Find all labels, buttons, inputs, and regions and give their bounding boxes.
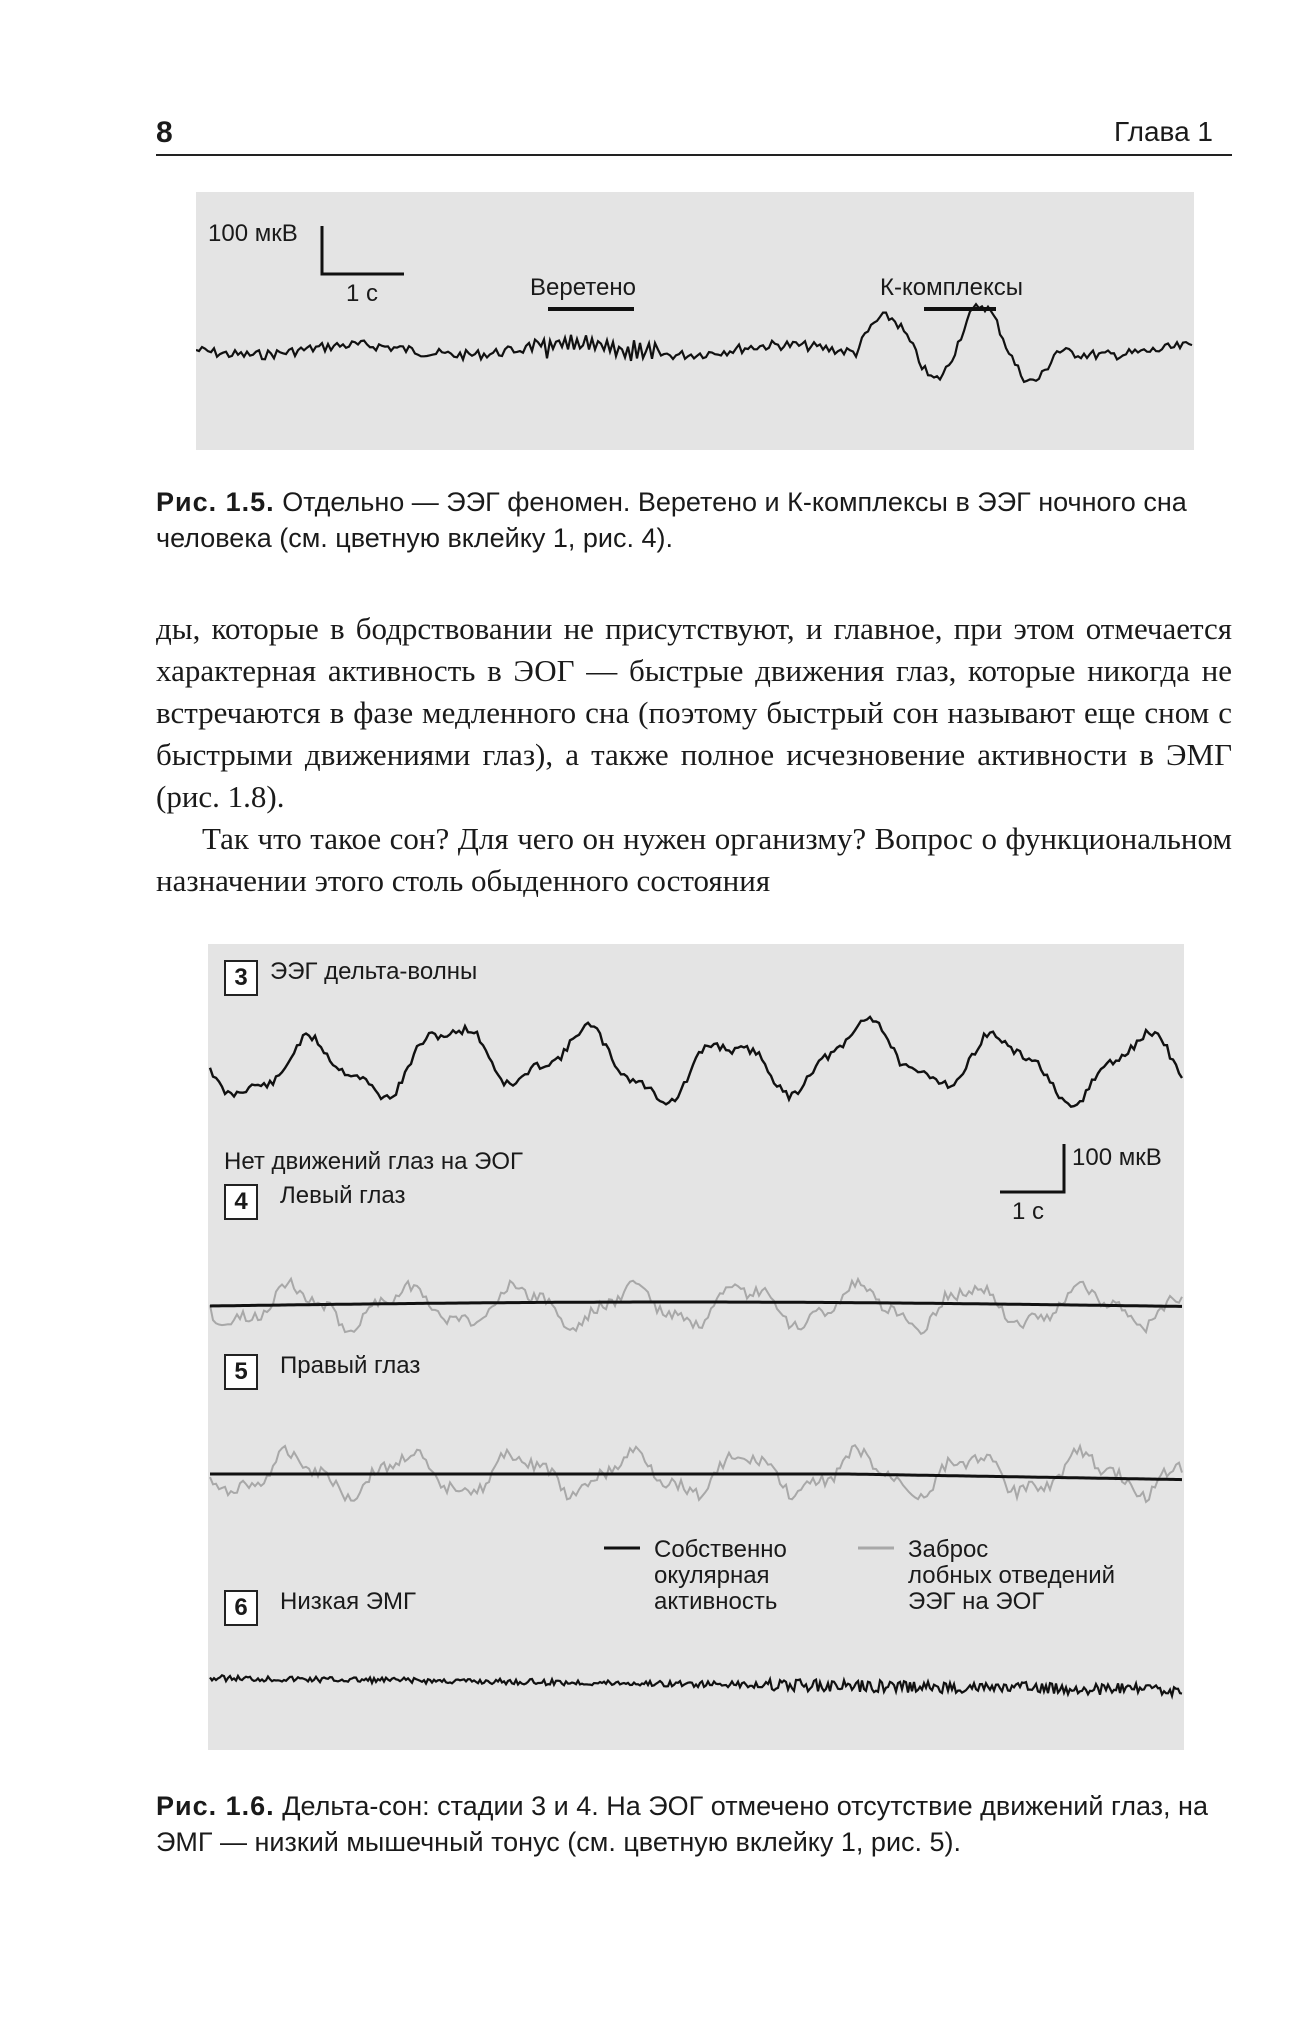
voltage-scale-label: 100 мкВ — [1072, 1144, 1162, 1171]
page-number: 8 — [156, 116, 173, 149]
voltage-scale-label: 100 мкВ — [208, 220, 298, 247]
right-eye-ocular-trace — [210, 1474, 1182, 1480]
legend-black-line1: Собственно — [654, 1536, 787, 1563]
scale-bar — [322, 226, 404, 274]
legend-gray-line3: ЭЭГ на ЭОГ — [908, 1588, 1045, 1615]
emg-trace — [210, 1675, 1182, 1696]
time-scale-label: 1 с — [1012, 1198, 1045, 1225]
legend-black-line3: активность — [654, 1588, 778, 1615]
no-eye-movements-label: Нет движений глаз на ЭОГ — [224, 1148, 524, 1175]
eeg-trace — [196, 304, 1192, 382]
caption-text: Отдельно — ЭЭГ феномен. Веретено и К-комплексы в ЭЭГ ночного сна человека (см. цветную вклейку 1, рис. 4). — [156, 487, 1187, 553]
right-eye-label: Правый глаз — [280, 1352, 421, 1379]
legend-gray-line1: Заброс — [908, 1536, 989, 1563]
caption-text: Дельта-сон: стадии 3 и 4. На ЭОГ отмечено отсутствие движений глаз, на ЭМГ — низкий мышечный тонус (см. цветную вклейку 1, рис. 5). — [156, 1791, 1208, 1857]
paragraph: Так что такое сон? Для чего он нужен организму? Вопрос о функциональном назначении этого столь обыденного состояния — [156, 821, 1232, 898]
figure-1-5 — [196, 192, 1194, 450]
figure-1-6 — [208, 944, 1184, 1750]
delta-sleep-plot — [208, 944, 1184, 1750]
legend-gray-line2: лобных отведений — [908, 1562, 1116, 1589]
left-eye-frontal-eeg-trace — [210, 1279, 1182, 1334]
caption-number: Рис. 1.6. — [156, 1791, 275, 1821]
chapter-title: Глава 1 — [1114, 116, 1213, 147]
caption-number: Рис. 1.5. — [156, 487, 275, 517]
low-emg-label: Низкая ЭМГ — [280, 1588, 417, 1615]
legend-black-line2: окулярная — [654, 1562, 770, 1589]
time-scale-label: 1 с — [346, 280, 379, 307]
scale-bar — [1000, 1144, 1064, 1192]
eeg-delta-trace — [210, 1017, 1182, 1107]
header-divider — [156, 154, 1232, 156]
left-eye-ocular-trace — [210, 1302, 1182, 1306]
spindle-label: Веретено — [530, 274, 636, 301]
figure-1-5-caption — [156, 484, 1232, 556]
trace-number-6: 6 — [224, 1590, 258, 1626]
trace-number-5: 5 — [224, 1354, 258, 1390]
eeg-delta-label: ЭЭГ дельта-волны — [270, 958, 478, 985]
trace-number-3: 3 — [224, 960, 258, 996]
kcomplex-label: К-комплексы — [880, 274, 1023, 301]
left-eye-label: Левый глаз — [280, 1182, 406, 1209]
figure-1-6-caption — [156, 1788, 1232, 1860]
paragraph: ды, которые в бодрствовании не присутствуют, и главное, при этом отмечается характерная активность в ЭОГ — быстрые движения глаз, которые никогда не встречаются в фазе медленного сна (поэтому быстрый сон называют еще сном с быстрыми движениями глаз), а также полное исчезновение активности в ЭМГ (рис. 1.8). — [156, 611, 1232, 814]
trace-number-4: 4 — [224, 1184, 258, 1220]
eeg-spindle-plot — [196, 192, 1194, 450]
body-text — [156, 608, 1232, 902]
